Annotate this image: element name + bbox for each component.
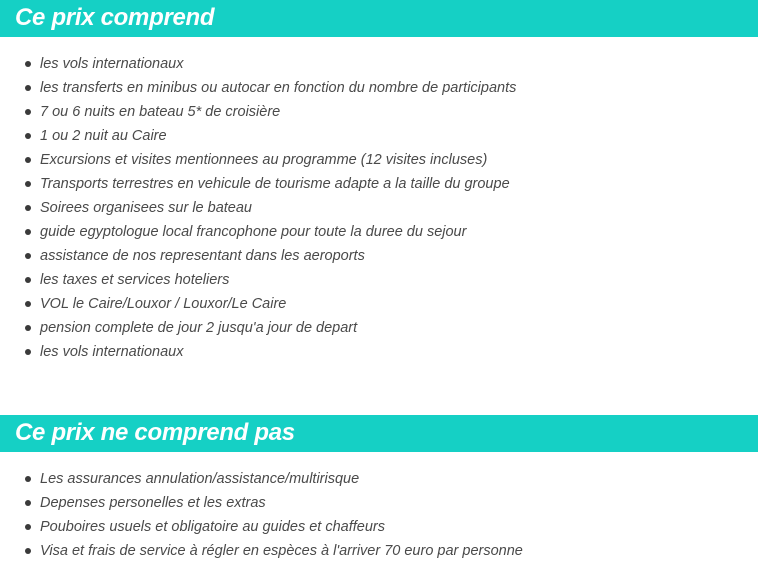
excludes-item-text: Visa et frais de service à régler en espèces à l'arriver 70 euro par personne	[40, 543, 523, 559]
excludes-list-item	[0, 539, 523, 563]
includes-list-item	[0, 148, 516, 172]
includes-list-item	[0, 268, 516, 292]
bullet-icon	[25, 476, 31, 482]
excludes-list	[0, 467, 523, 563]
includes-item-text: VOL le Caire/Louxor / Louxor/Le Caire	[40, 296, 287, 312]
bullet-icon	[25, 61, 31, 67]
excludes-list-item	[0, 491, 523, 515]
bullet-icon	[25, 277, 31, 283]
includes-list-item	[0, 316, 516, 340]
includes-item-text: 7 ou 6 nuits en bateau 5* de croisière	[40, 104, 281, 120]
includes-item-text: Transports terrestres en vehicule de tourisme adapte a la taille du groupe	[40, 176, 510, 192]
includes-list-item	[0, 172, 516, 196]
includes-list-item	[0, 76, 516, 100]
bullet-icon	[25, 253, 31, 259]
includes-item-text: les taxes et services hoteliers	[40, 272, 230, 288]
excludes-list-item	[0, 515, 523, 539]
bullet-icon	[25, 548, 31, 554]
bullet-icon	[25, 349, 31, 355]
includes-item-text: les transferts en minibus ou autocar en fonction du nombre de participants	[40, 80, 517, 96]
bullet-icon	[25, 157, 31, 163]
includes-item-text: Soirees organisees sur le bateau	[40, 200, 252, 216]
bullet-icon	[25, 325, 31, 331]
bullet-icon	[25, 181, 31, 187]
bullet-icon	[25, 133, 31, 139]
excludes-item-text: Les assurances annulation/assistance/multirisque	[40, 471, 360, 487]
includes-list	[0, 52, 516, 364]
includes-list-item	[0, 52, 516, 76]
includes-section-header	[0, 0, 758, 37]
bullet-icon	[25, 524, 31, 530]
includes-item-text: Excursions et visites mentionnees au programme (12 visites incluses)	[40, 152, 488, 168]
includes-list-item	[0, 220, 516, 244]
includes-item-text: les vols internationaux	[40, 344, 184, 360]
includes-list-item	[0, 124, 516, 148]
includes-item-text: 1 ou 2 nuit au Caire	[40, 128, 167, 144]
bullet-icon	[25, 109, 31, 115]
includes-item-text: assistance de nos representant dans les aeroports	[40, 248, 365, 264]
includes-section-title: Ce prix comprend	[15, 4, 215, 31]
excludes-item-text: Depenses personelles et les extras	[40, 495, 266, 511]
excludes-section-title: Ce prix ne comprend pas	[15, 419, 295, 446]
bullet-icon	[25, 500, 31, 506]
includes-item-text: pension complete de jour 2 jusqu'a jour de depart	[40, 320, 358, 336]
excludes-item-text: Pouboires usuels et obligatoire au guides et chaffeurs	[40, 519, 385, 535]
includes-list-item	[0, 196, 516, 220]
includes-list-item	[0, 340, 516, 364]
bullet-icon	[25, 85, 31, 91]
includes-list-item	[0, 292, 516, 316]
excludes-list-item	[0, 467, 523, 491]
includes-item-text: guide egyptologue local francophone pour toute la duree du sejour	[40, 224, 467, 240]
includes-list-item	[0, 100, 516, 124]
includes-list-item	[0, 244, 516, 268]
bullet-icon	[25, 205, 31, 211]
bullet-icon	[25, 301, 31, 307]
includes-item-text: les vols internationaux	[40, 56, 184, 72]
bullet-icon	[25, 229, 31, 235]
excludes-section-header	[0, 415, 758, 452]
